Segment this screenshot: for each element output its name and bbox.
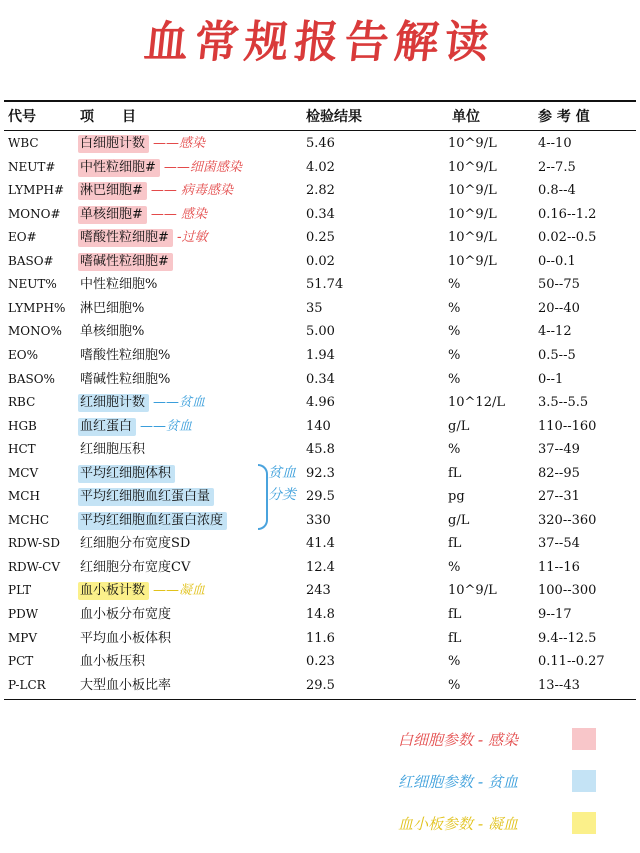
cell-ref: 0--1: [538, 371, 564, 387]
cell-ref: 0.11--0.27: [538, 654, 605, 670]
cell-code: MPV: [8, 630, 38, 645]
cell-result: 29.5: [306, 489, 335, 505]
annotation-note: ——细菌感染: [163, 159, 242, 175]
table-row: [0, 250, 640, 274]
cell-item: 大型血小板比率: [80, 677, 172, 693]
cell-unit: fL: [448, 536, 462, 552]
cell-code: LYMPH%: [8, 300, 66, 315]
table-row: [0, 203, 640, 227]
cell-code: P-LCR: [8, 677, 46, 692]
cell-result: 0.23: [306, 654, 335, 670]
cell-item: 血红蛋白: [80, 418, 133, 434]
cell-unit: fL: [448, 630, 462, 646]
cell-ref: 3.5--5.5: [538, 395, 589, 411]
table-top-rule: [4, 100, 636, 102]
legend-label: 白细胞参数 - 感染: [398, 731, 518, 749]
legend-swatch: [572, 770, 596, 792]
cell-ref: 4--10: [538, 136, 572, 151]
cell-item: 淋巴细胞%: [80, 300, 145, 316]
annotation-note: —— 病毒感染: [150, 183, 234, 199]
cell-code: MCHC: [8, 512, 50, 527]
cell-result: 243: [306, 583, 331, 599]
table-row: [0, 415, 640, 439]
cell-result: 330: [306, 512, 331, 528]
cell-code: BASO#: [8, 253, 54, 268]
cell-ref: 37--54: [538, 536, 580, 552]
table-row: [0, 674, 640, 698]
cell-unit: 10^9/L: [448, 183, 497, 199]
cell-result: 41.4: [306, 536, 335, 552]
table-header-rule: [4, 130, 636, 131]
cell-code: PCT: [8, 654, 34, 669]
cell-result: 5.00: [306, 324, 335, 340]
cell-unit: 10^9/L: [448, 230, 497, 246]
cell-ref: 9.4--12.5: [538, 630, 597, 646]
cell-ref: 0.02--0.5: [538, 230, 597, 246]
cell-unit: 10^9/L: [448, 159, 497, 175]
legend-item: [398, 810, 518, 838]
cell-code: MCH: [8, 489, 40, 504]
table-row: [0, 297, 640, 321]
annotation-note: -过敏: [176, 230, 208, 246]
cell-ref: 0.16--1.2: [538, 206, 597, 222]
cell-code: EO#: [8, 230, 37, 245]
table-row: [0, 179, 640, 203]
cell-code: RDW-SD: [8, 536, 61, 551]
table-row: [0, 650, 640, 674]
cell-code: PDW: [8, 607, 39, 621]
cell-ref: 320--360: [538, 512, 597, 528]
cell-result: 0.25: [306, 230, 335, 246]
cell-unit: fL: [448, 607, 462, 622]
cell-ref: 13--43: [538, 677, 580, 693]
cell-ref: 11--16: [538, 559, 580, 575]
cell-item: 血小板分布宽度: [80, 607, 172, 622]
table-row: [0, 556, 640, 580]
annotation-note: —— 感染: [150, 206, 208, 222]
cell-item: 中性粒细胞%: [80, 277, 158, 293]
cell-item: 嗜碱性粒细胞%: [80, 371, 171, 387]
cell-ref: 9--17: [538, 607, 572, 622]
table-row: [0, 603, 640, 627]
cell-unit: 10^9/L: [448, 206, 497, 222]
cell-item: 红细胞分布宽度SD: [80, 536, 191, 552]
table-row: [0, 391, 640, 415]
cell-unit: %: [448, 677, 461, 693]
cell-item: 单核细胞%: [80, 324, 145, 340]
cell-unit: 10^9/L: [448, 253, 497, 269]
table-row: [0, 368, 640, 392]
cell-item: 血小板压积: [80, 654, 146, 670]
cell-code: WBC: [8, 136, 39, 150]
cell-unit: %: [448, 347, 461, 363]
cell-result: 4.96: [306, 395, 335, 411]
table-row: [0, 579, 640, 603]
legend-item: [398, 726, 518, 754]
header-ref: 参 考 值: [538, 109, 590, 125]
cell-ref: 82--95: [538, 465, 580, 481]
cell-ref: 4--12: [538, 324, 572, 340]
cell-item: 嗜碱性粒细胞#: [80, 253, 169, 269]
legend-item: [398, 768, 518, 796]
cell-result: 14.8: [306, 607, 335, 622]
cell-result: 1.94: [306, 347, 335, 363]
cell-item: 嗜酸性粒细胞%: [80, 347, 171, 363]
table-row: [0, 320, 640, 344]
cell-item: 红细胞计数: [80, 395, 146, 411]
cell-item: 单核细胞#: [80, 206, 143, 222]
cell-result: 45.8: [306, 442, 335, 458]
legend-swatch: [572, 728, 596, 750]
cell-unit: 10^9/L: [448, 583, 497, 599]
annotation-note: ——感染: [153, 136, 206, 151]
cell-code: MONO#: [8, 206, 61, 221]
table-row: [0, 226, 640, 250]
cell-code: RDW-CV: [8, 559, 61, 574]
cell-item: 平均红细胞体积: [80, 465, 172, 481]
cell-result: 0.02: [306, 253, 335, 269]
cell-result: 2.82: [306, 183, 335, 199]
cell-unit: g/L: [448, 418, 470, 434]
cell-code: MCV: [8, 465, 39, 480]
cell-unit: 10^12/L: [448, 395, 505, 411]
legend-label: 血小板参数 - 凝血: [398, 815, 518, 833]
cell-item: 红细胞分布宽度CV: [80, 559, 191, 575]
cell-code: NEUT#: [8, 159, 56, 174]
cell-unit: pg: [448, 489, 465, 505]
cell-code: LYMPH#: [8, 183, 65, 198]
cell-item: 平均红细胞血红蛋白量: [80, 489, 211, 505]
cell-code: EO%: [8, 347, 38, 362]
cell-result: 4.02: [306, 159, 335, 175]
cell-result: 5.46: [306, 136, 335, 151]
table-row: [0, 344, 640, 368]
cell-ref: 20--40: [538, 300, 580, 316]
cell-ref: 0.8--4: [538, 183, 576, 199]
cell-item: 中性粒细胞#: [80, 159, 156, 175]
cell-unit: %: [448, 442, 461, 458]
cell-ref: 27--31: [538, 489, 580, 505]
cell-result: 11.6: [306, 630, 335, 646]
cell-code: HCT: [8, 442, 36, 457]
cell-unit: %: [448, 300, 461, 316]
cell-code: PLT: [8, 583, 32, 598]
cell-unit: %: [448, 654, 461, 670]
legend-swatch: [572, 812, 596, 834]
header-result: 检验结果: [306, 109, 362, 125]
cell-result: 0.34: [306, 206, 335, 222]
cell-unit: fL: [448, 465, 462, 481]
header-unit: 单位: [452, 109, 480, 125]
cell-unit: %: [448, 559, 461, 575]
cell-code: RBC: [8, 395, 36, 410]
cell-ref: 2--7.5: [538, 159, 576, 175]
table-bottom-rule: [4, 699, 636, 700]
cell-result: 140: [306, 418, 331, 434]
cell-ref: 37--49: [538, 442, 580, 458]
cell-result: 0.34: [306, 371, 335, 387]
page-title: 血常规报告解读: [141, 17, 498, 68]
cell-result: 29.5: [306, 677, 335, 693]
cell-item: 平均红细胞血红蛋白浓度: [80, 512, 224, 528]
cell-code: NEUT%: [8, 277, 57, 292]
header-code: 代号: [8, 109, 36, 125]
cell-unit: %: [448, 371, 461, 387]
cell-code: BASO%: [8, 371, 55, 386]
annotation-note: ——贫血: [140, 418, 193, 434]
table-row: [0, 509, 640, 533]
cell-result: 35: [306, 300, 323, 316]
cell-ref: 100--300: [538, 583, 597, 599]
cell-unit: g/L: [448, 512, 470, 528]
cell-item: 血小板计数: [80, 583, 146, 599]
cell-unit: %: [448, 277, 461, 293]
cell-unit: 10^9/L: [448, 136, 497, 151]
table-row: [0, 156, 640, 180]
cell-item: 淋巴细胞#: [80, 183, 143, 199]
cell-ref: 0--0.1: [538, 253, 576, 269]
cell-result: 92.3: [306, 465, 335, 481]
anemia-brace-label: 贫血分类: [268, 465, 296, 503]
cell-item: 嗜酸性粒细胞#: [80, 230, 169, 246]
table-row: [0, 273, 640, 297]
cell-item: 平均血小板体积: [80, 630, 172, 646]
table-row: [0, 532, 640, 556]
cell-code: HGB: [8, 418, 37, 433]
cell-code: MONO%: [8, 324, 62, 339]
annotation-note: ——凝血: [153, 583, 206, 599]
table-row: [0, 485, 640, 509]
cell-item: 白细胞计数: [80, 136, 146, 151]
annotation-note: ——贫血: [153, 395, 206, 411]
legend-label: 红细胞参数 - 贫血: [398, 773, 518, 791]
table-row: [0, 462, 640, 486]
cell-ref: 50--75: [538, 277, 580, 293]
cell-ref: 0.5--5: [538, 347, 576, 363]
cell-ref: 110--160: [538, 418, 597, 434]
table-row: [0, 132, 640, 156]
cell-item: 红细胞压积: [80, 442, 146, 458]
cell-result: 51.74: [306, 277, 344, 293]
table-row: [0, 627, 640, 651]
cell-unit: %: [448, 324, 461, 340]
table-row: [0, 438, 640, 462]
cell-result: 12.4: [306, 559, 335, 575]
header-item: 项 目: [80, 109, 136, 125]
